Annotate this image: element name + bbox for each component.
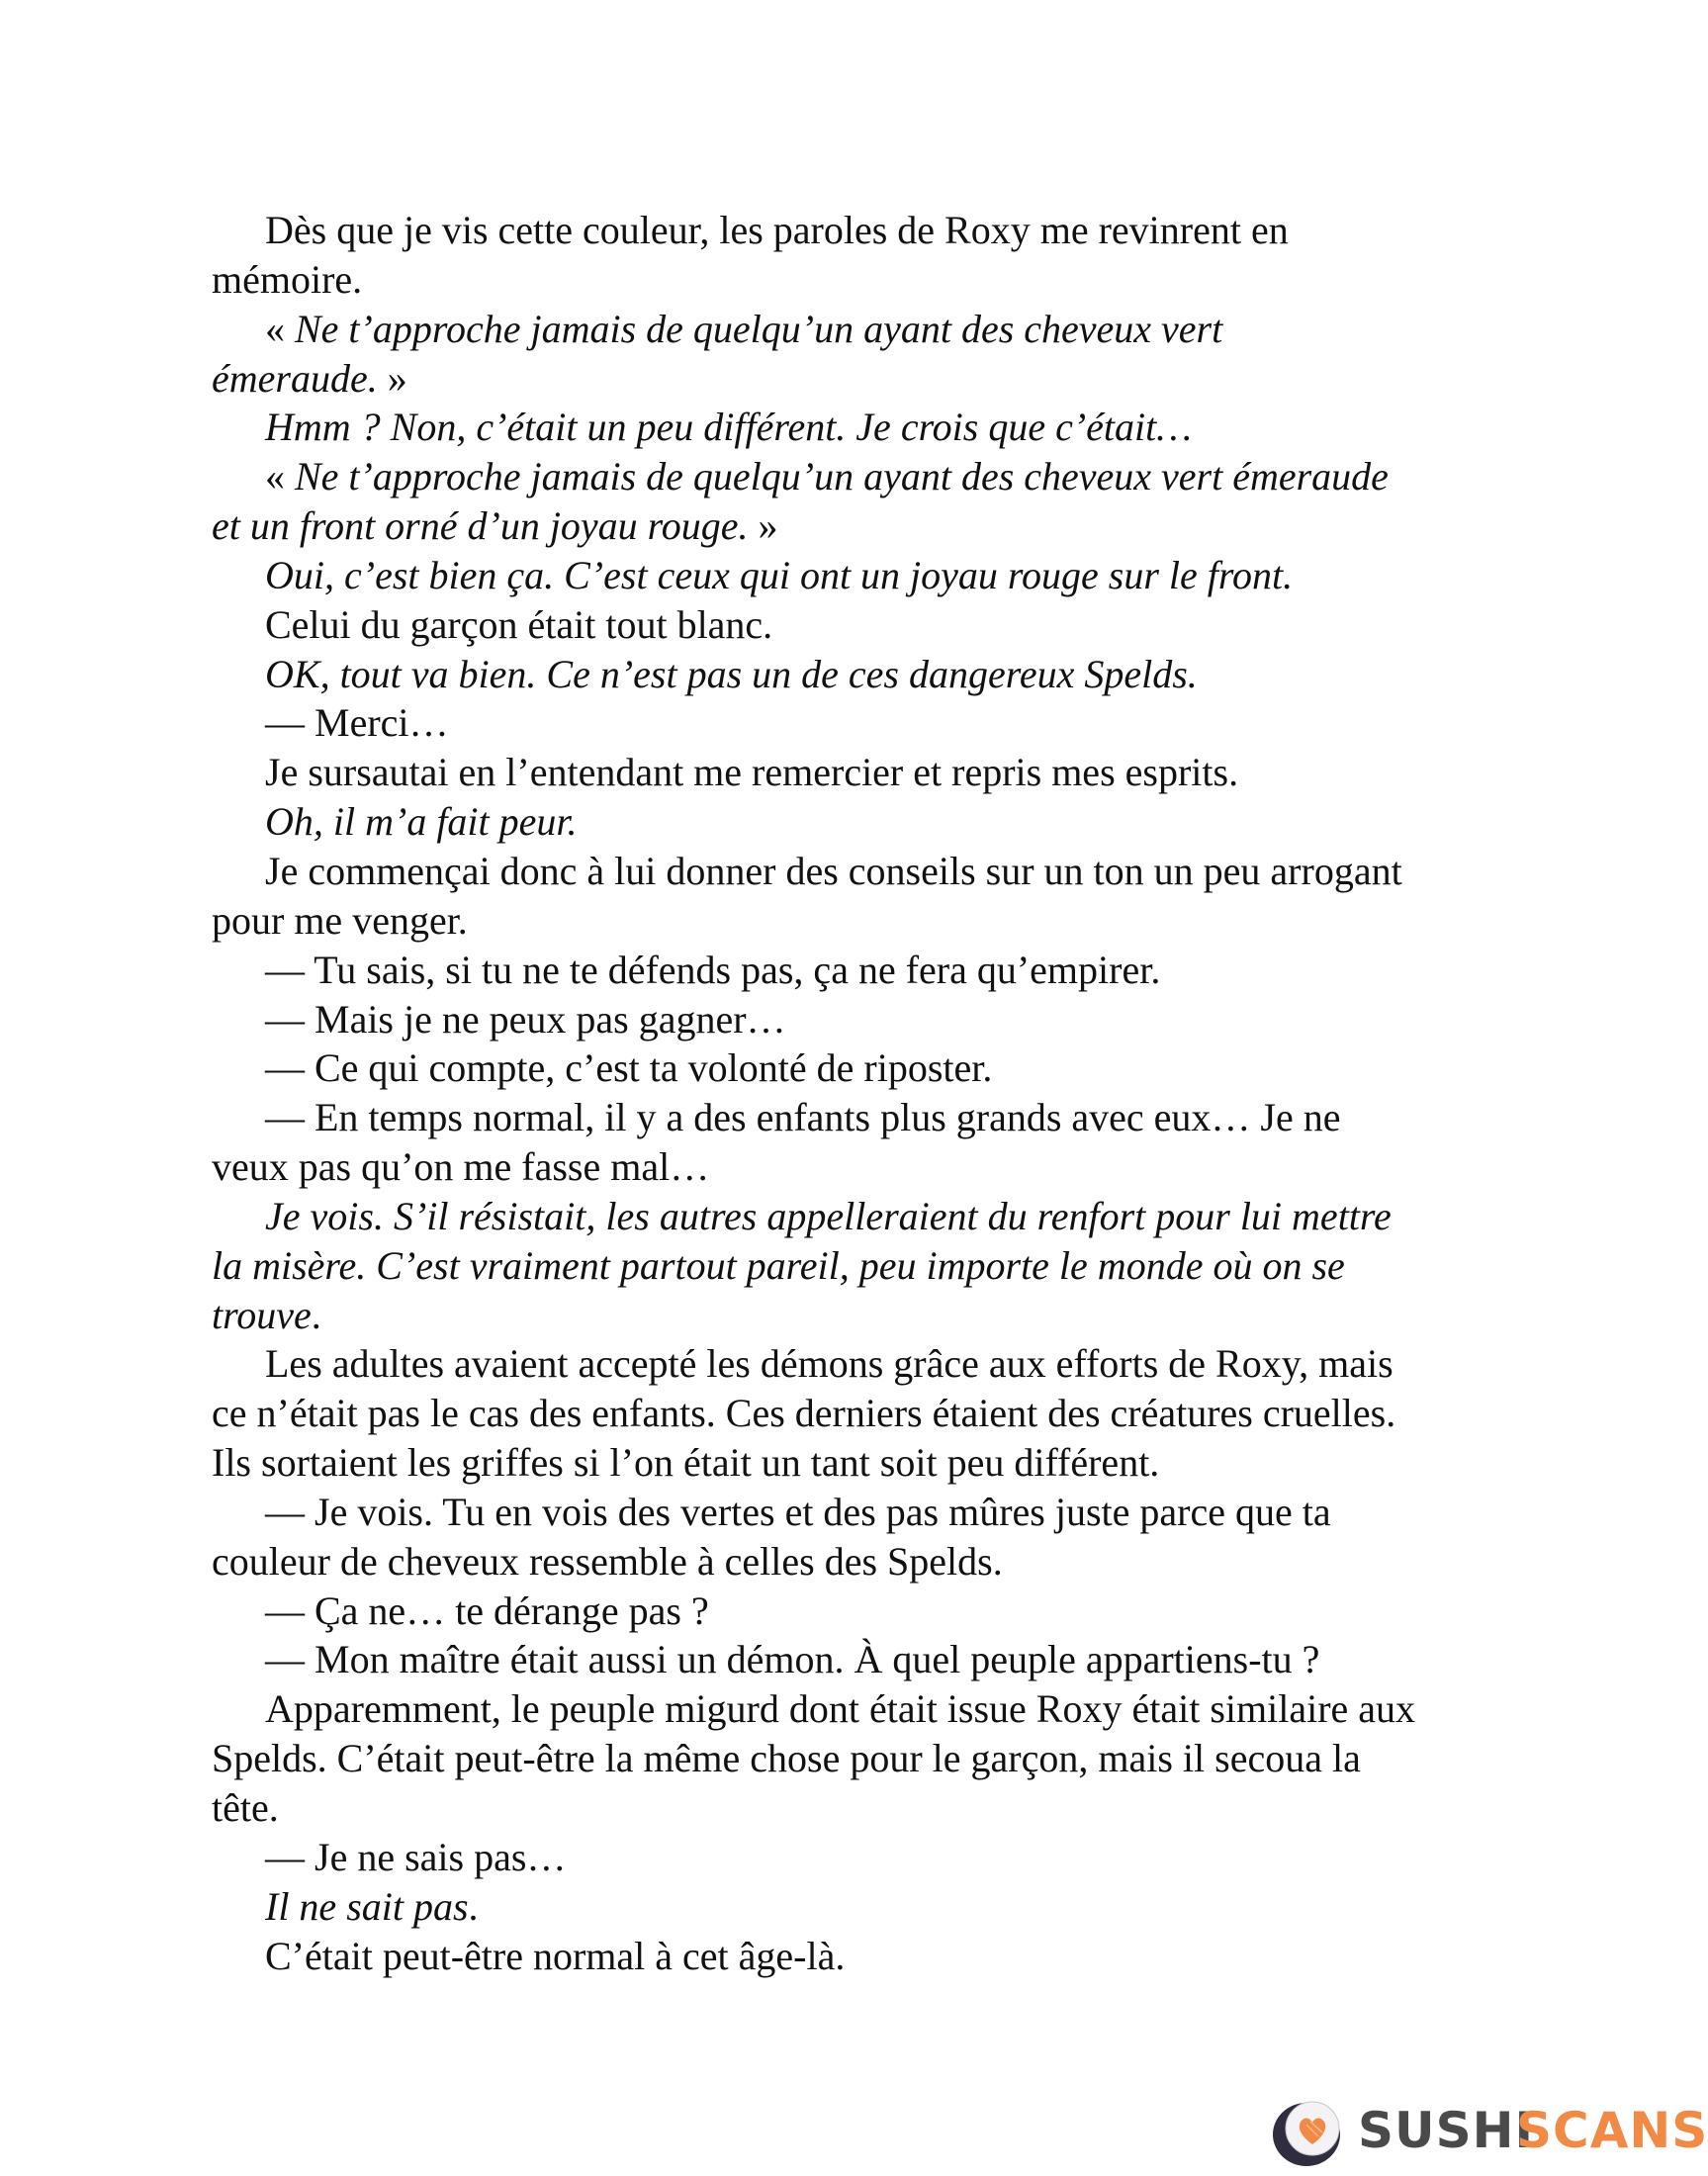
text-line [212, 896, 1497, 946]
italic-text: Oh, il m’a fait peur. [265, 799, 578, 845]
paragraph [212, 403, 1497, 452]
text-line [212, 748, 1497, 797]
text-line [212, 305, 1497, 354]
text-segment: — Mais je ne peux pas gagner… [265, 996, 786, 1042]
paragraph [212, 600, 1497, 650]
text-line [212, 797, 1497, 847]
paragraph [212, 797, 1497, 847]
text-line [212, 452, 1497, 501]
text-line [212, 1142, 1497, 1192]
text-line [212, 946, 1497, 995]
paragraph [212, 1684, 1497, 1833]
text-line [212, 650, 1497, 699]
paragraph [212, 206, 1497, 305]
paragraph [212, 995, 1497, 1044]
italic-text: émeraude. [212, 355, 378, 401]
text-segment: pour me venger. [212, 897, 468, 943]
paragraph [212, 748, 1497, 797]
text-line [212, 206, 1497, 255]
text-line [212, 1043, 1497, 1093]
paragraph [212, 1833, 1497, 1882]
text-line [212, 1635, 1497, 1684]
text-segment: » [748, 503, 778, 549]
text-segment: — En temps normal, il y a des enfants plus grands avec eux… Je ne [265, 1095, 1341, 1140]
italic-text: Hmm ? Non, c’était un peu différent. Je crois que c’était… [265, 405, 1192, 450]
text-segment: — Je ne sais pas… [265, 1834, 567, 1879]
text-segment: couleur de cheveux ressemble à celles des Spelds. [212, 1538, 1003, 1584]
text-segment: — Merci… [265, 700, 449, 746]
text-segment: — Ça ne… te dérange pas ? [265, 1587, 709, 1633]
text-line [212, 1882, 1497, 1932]
text-line [212, 1192, 1497, 1241]
text-line [212, 847, 1497, 896]
text-segment: Les adultes avaient accepté les démons grâce aux efforts de Roxy, mais [265, 1341, 1393, 1387]
text-line [212, 1438, 1497, 1488]
text-line [212, 1488, 1497, 1537]
text-line [212, 403, 1497, 452]
italic-text: Il ne sait pas [265, 1883, 469, 1929]
text-segment: « [265, 306, 295, 351]
text-segment: » [377, 355, 407, 401]
italic-text: Ne t’approche jamais de quelqu’un ayant des cheveux vert [295, 306, 1223, 351]
italic-text: OK, tout va bien. Ce n’est pas un de ces dangereux Spelds. [265, 651, 1198, 696]
text-segment: Ils sortaient les griffes si l’on était un tant soit peu différent. [212, 1440, 1160, 1486]
paragraph [212, 1093, 1497, 1192]
text-segment: — Je vois. Tu en vois des vertes et des pas mûres juste parce que ta [265, 1489, 1331, 1534]
sushi-roll-heart-icon [1269, 2095, 1348, 2168]
text-segment: mémoire. [212, 256, 363, 302]
text-line [212, 501, 1497, 551]
paragraph [212, 551, 1497, 600]
text-segment: Apparemment, le peuple migurd dont était issue Roxy était similaire aux [265, 1686, 1416, 1732]
italic-text: la misère. C’est vraiment partout pareil, peu importe le monde où on se [212, 1242, 1345, 1288]
text-segment: Je sursautai en l’entendant me remercier et repris mes esprits. [265, 750, 1239, 795]
paragraph [212, 1882, 1497, 1932]
italic-text: Ne t’approche jamais de quelqu’un ayant des cheveux vert émeraude [295, 454, 1389, 499]
text-segment: — Ce qui compte, c’est ta volonté de riposter. [265, 1045, 993, 1091]
paragraph [212, 1043, 1497, 1093]
text-line [212, 1684, 1497, 1734]
text-line [212, 1587, 1497, 1636]
text-segment: C’était peut-être normal à cet âge-là. [265, 1933, 846, 1978]
text-line [212, 1783, 1497, 1833]
text-line [212, 255, 1497, 305]
text-line [212, 551, 1497, 600]
text-line [212, 1339, 1497, 1389]
italic-text: trouve [212, 1292, 312, 1337]
paragraph [212, 452, 1497, 551]
italic-text: Je vois. S’il résistait, les autres appelleraient du renfort pour lui mettre [265, 1193, 1392, 1238]
text-segment: Celui du garçon était tout blanc. [265, 601, 773, 647]
text-segment: veux pas qu’on me fasse mal… [212, 1144, 710, 1190]
text-line [212, 1291, 1497, 1340]
paragraph [212, 1635, 1497, 1684]
text-line [212, 600, 1497, 650]
paragraph [212, 698, 1497, 748]
text-segment: ce n’était pas le cas des enfants. Ces derniers étaient des créatures cruelles. [212, 1391, 1396, 1436]
text-segment: « [265, 454, 295, 499]
text-segment: — Mon maître était aussi un démon. À quel peuple appartiens-tu ? [265, 1637, 1320, 1682]
paragraph [212, 305, 1497, 404]
paragraph [212, 1932, 1497, 1981]
page-body-text [212, 206, 1497, 1980]
paragraph [212, 1192, 1497, 1340]
text-line [212, 1241, 1497, 1291]
italic-text: et un front orné d’un joyau rouge. [212, 503, 749, 549]
paragraph [212, 1488, 1497, 1587]
text-line [212, 1932, 1497, 1981]
watermark-word-scans: SCANS [1516, 2102, 1708, 2159]
text-segment: Je commençai donc à lui donner des conseils sur un ton un peu arrogant [265, 848, 1402, 893]
text-segment: tête. [212, 1785, 279, 1830]
text-segment: . [311, 1292, 321, 1337]
text-line [212, 354, 1497, 404]
italic-text: Oui, c’est bien ça. C’est ceux qui ont un joyau rouge sur le front. [265, 552, 1294, 597]
text-line [212, 1833, 1497, 1882]
text-segment: . [468, 1883, 479, 1929]
text-line [212, 698, 1497, 748]
text-line [212, 1734, 1497, 1783]
watermark-word-sushi: SUSHI [1358, 2102, 1535, 2159]
text-line [212, 1389, 1497, 1438]
text-line [212, 1093, 1497, 1142]
sushi-scans-watermark [1269, 2095, 1708, 2168]
paragraph [212, 650, 1497, 699]
text-line [212, 995, 1497, 1044]
paragraph [212, 946, 1497, 995]
paragraph [212, 847, 1497, 946]
text-line [212, 1537, 1497, 1587]
text-segment: Dès que je vis cette couleur, les paroles de Roxy me revinrent en [265, 208, 1289, 252]
text-segment: Spelds. C’était peut-être la même chose pour le garçon, mais il secoua la [212, 1736, 1361, 1781]
text-segment: — Tu sais, si tu ne te défends pas, ça ne fera qu’empirer. [265, 947, 1161, 992]
paragraph [212, 1587, 1497, 1636]
paragraph [212, 1339, 1497, 1488]
